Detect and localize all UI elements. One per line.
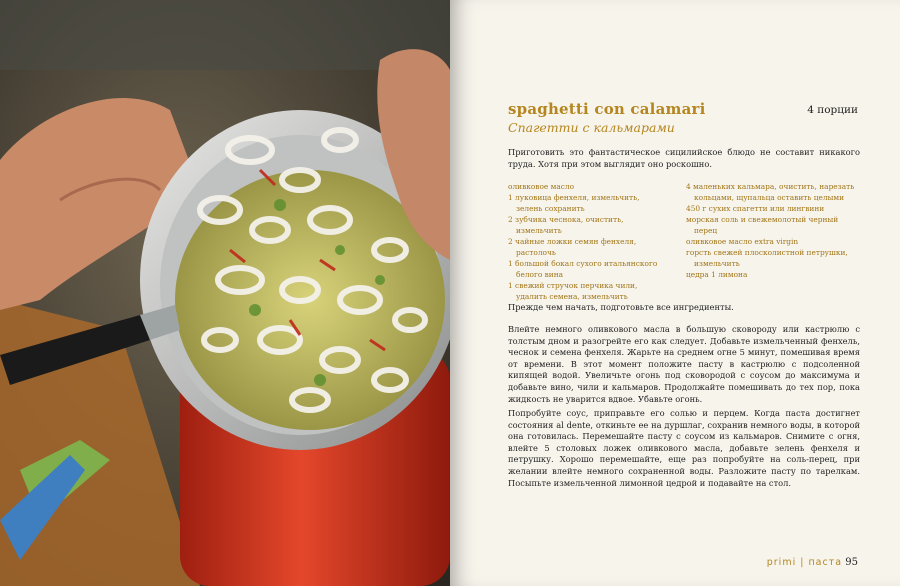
ingredient-line: измельчить bbox=[516, 226, 562, 235]
ingredient-line: белого вина bbox=[516, 270, 564, 279]
ingredient-line: 450 г сухих спагетти или лингвини bbox=[686, 204, 825, 213]
ingredient-line: 1 луковица фенхеля, измельчить, bbox=[508, 193, 640, 202]
method-paragraph-1: Прежде чем начать, подготовьте все ингредиенты. bbox=[508, 302, 734, 312]
method-paragraph-2: Влейте немного оливкового масла в большую сковороду или кастрюлю с толстым дном и разогрейте его как следует. Добавьте измельченный фенхель, чеснок и семена фенхеля. Жарьте на среднем огне 5 минут, помешивая время от времени. В этот момент положите пасту в кастрюлю с подсоленной кипящей водой. Увеличьте огонь под сковородой с соусом до максимума и добавьте вино, чили и кальмаров. Продолжайте помешивать до тех пор, пока жидкость не уварится вдвое. Убавьте огонь. bbox=[508, 324, 860, 404]
ingredient-line: 2 чайные ложки семян фенхеля, bbox=[508, 237, 637, 246]
ingredient-line: 2 зубчика чеснока, очистить, bbox=[508, 215, 624, 224]
ingredient-line: горсть свежей плосколистной петрушки, bbox=[686, 248, 848, 257]
page-footer bbox=[767, 557, 858, 568]
ingredient-line: цедра 1 лимона bbox=[686, 270, 748, 279]
ingredient-line: растолочь bbox=[516, 248, 556, 257]
ingredient-line: оливковое масло extra virgin bbox=[686, 237, 799, 246]
recipe-title: spaghetti con calamari bbox=[508, 100, 706, 118]
ingredients-left-column bbox=[508, 181, 678, 302]
ingredient-line: удалить семена, измельчить bbox=[516, 292, 628, 301]
servings-label: 4 порции bbox=[807, 104, 858, 116]
page-number: 95 bbox=[845, 557, 858, 568]
ingredient-line: перец bbox=[694, 226, 718, 235]
ingredient-line: кольцами, щупальца оставить целыми bbox=[694, 193, 845, 202]
recipe-subtitle: Спагетти с кальмарами bbox=[508, 120, 675, 135]
ingredient-line: 4 маленьких кальмара, очистить, нарезать bbox=[686, 182, 855, 191]
ingredient-line: морская соль и свежемолотый черный bbox=[686, 215, 839, 224]
recipe-page bbox=[450, 0, 900, 586]
ingredient-line: 1 большой бокал сухого итальянского bbox=[508, 259, 658, 268]
ingredient-line: оливковое масло bbox=[508, 182, 575, 191]
ingredient-line: 1 свежий стручок перчика чили, bbox=[508, 281, 638, 290]
recipe-intro: Приготовить это фантастическое сицилийское блюдо не составит никакого труда. Хотя при этом выглядит оно роскошно. bbox=[508, 147, 860, 169]
method-paragraph-3: Попробуйте соус, приправьте его солью и перцем. Когда паста достигнет состояния al dente, откиньте ее на дуршлаг, сохранив немного воды, в которой она готовилась. Перемешайте пасту с соусом из кальмаров. Снимите с огня, влейте 5 столовых ложек оливкового масла, добавьте зелень фенхеля и петрушку. Хорошо перемешайте, еще раз попробуйте на соль-перец, при желании влейте немного сохраненной воды. Разложите пасту по тарелкам. Посыпьте измельченной лимонной цедрой и подавайте на стол. bbox=[508, 408, 860, 488]
ingredient-line: измельчить bbox=[694, 259, 740, 268]
ingredients-right-column bbox=[686, 181, 866, 280]
section-label: primi | паста bbox=[766, 557, 843, 568]
ingredient-line: зелень сохранить bbox=[516, 204, 585, 213]
